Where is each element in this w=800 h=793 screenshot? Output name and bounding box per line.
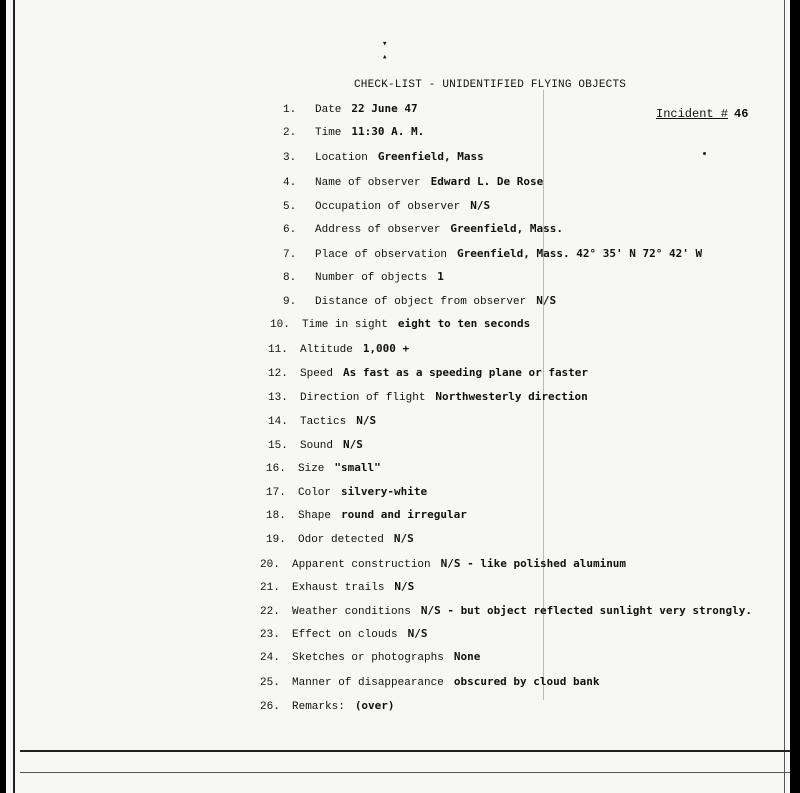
item-label: Number of objects xyxy=(315,272,428,284)
item-label: Distance of object from observer xyxy=(315,296,527,308)
item-value: silvery-white xyxy=(341,485,428,498)
bottom-rule-2 xyxy=(20,772,790,773)
checklist-item-20 xyxy=(260,557,626,571)
registration-mark-bottom: ▴ xyxy=(382,52,388,62)
item-value: 1 xyxy=(437,270,444,283)
checklist-item-16 xyxy=(266,461,381,475)
item-value: 1,000 + xyxy=(362,342,410,355)
checklist-item-26 xyxy=(260,699,395,713)
item-value: Greenfield, Mass xyxy=(377,150,484,163)
incident-label: Incident # xyxy=(656,107,729,121)
item-label: Remarks: xyxy=(292,701,345,713)
item-number: 24. xyxy=(260,652,280,664)
checklist-item-8 xyxy=(283,270,444,284)
item-value: N/S - but object reflected sunlight very strongly. xyxy=(420,604,752,617)
checklist-item-1 xyxy=(283,102,418,116)
item-label: Altitude xyxy=(300,344,353,356)
item-label: Address of observer xyxy=(315,224,441,236)
item-number: 13. xyxy=(268,392,288,404)
checklist-item-21 xyxy=(260,580,414,594)
item-label: Sketches or photographs xyxy=(292,652,444,664)
incident-block xyxy=(656,107,748,121)
item-number: 1. xyxy=(283,104,297,116)
item-value: round and irregular xyxy=(341,508,467,521)
item-label: Color xyxy=(298,487,332,499)
document-page xyxy=(6,0,790,793)
checklist-item-14 xyxy=(268,414,376,428)
item-number: 19. xyxy=(266,534,286,546)
item-value: (over) xyxy=(354,699,395,712)
item-label: Weather conditions xyxy=(292,606,411,618)
checklist-item-18 xyxy=(266,508,467,522)
checklist-item-10 xyxy=(270,317,530,331)
item-label: Size xyxy=(298,463,325,475)
item-label: Name of observer xyxy=(315,177,421,189)
checklist-item-9 xyxy=(283,294,556,308)
item-number: 18. xyxy=(266,510,286,522)
item-value: N/S xyxy=(394,580,415,593)
item-value: Edward L. De Rose xyxy=(430,175,544,188)
item-number: 8. xyxy=(283,272,297,284)
item-label: Exhaust trails xyxy=(292,582,385,594)
item-value: Greenfield, Mass. xyxy=(450,222,564,235)
item-number: 10. xyxy=(270,319,290,331)
checklist-item-7 xyxy=(283,247,702,261)
item-number: 22. xyxy=(260,606,280,618)
right-border-line xyxy=(784,0,785,793)
item-value: "small" xyxy=(334,461,381,474)
item-label: Time in sight xyxy=(302,319,388,331)
item-number: 20. xyxy=(260,559,280,571)
item-label: Tactics xyxy=(300,416,347,428)
item-number: 12. xyxy=(268,368,288,380)
left-border-line xyxy=(13,0,15,793)
registration-mark-top: ▾ xyxy=(382,39,388,49)
item-label: Odor detected xyxy=(298,534,384,546)
item-number: 15. xyxy=(268,440,288,452)
checklist-item-19 xyxy=(266,532,414,546)
item-value: 22 June 47 xyxy=(351,102,418,115)
item-label: Shape xyxy=(298,510,332,522)
item-number: 14. xyxy=(268,416,288,428)
item-label: Manner of disappearance xyxy=(292,677,444,689)
item-number: 2. xyxy=(283,127,297,139)
item-number: 3. xyxy=(283,152,297,164)
checklist-item-4 xyxy=(283,175,543,189)
item-label: Time xyxy=(315,127,342,139)
item-value: N/S xyxy=(356,414,377,427)
item-number: 9. xyxy=(283,296,297,308)
item-value: N/S xyxy=(407,627,428,640)
item-number: 16. xyxy=(266,463,286,475)
page-title: CHECK-LIST - UNIDENTIFIED FLYING OBJECTS xyxy=(354,79,627,91)
speck xyxy=(703,152,706,155)
item-value: obscured by cloud bank xyxy=(453,675,600,688)
item-label: Apparent construction xyxy=(292,559,431,571)
item-label: Effect on clouds xyxy=(292,629,398,641)
item-number: 25. xyxy=(260,677,280,689)
item-number: 17. xyxy=(266,487,286,499)
checklist-item-17 xyxy=(266,485,427,499)
item-label: Direction of flight xyxy=(300,392,426,404)
checklist-item-23 xyxy=(260,627,428,641)
checklist-item-12 xyxy=(268,366,588,380)
item-value: Greenfield, Mass. 42° 35' N 72° 42' W xyxy=(457,247,703,260)
checklist-item-11 xyxy=(268,342,409,356)
checklist-item-15 xyxy=(268,438,363,452)
item-label: Sound xyxy=(300,440,334,452)
bottom-rule-1 xyxy=(20,750,790,752)
item-value: Northwesterly direction xyxy=(435,390,588,403)
checklist-item-13 xyxy=(268,390,588,404)
item-value: As fast as a speeding plane or faster xyxy=(343,366,589,379)
checklist-item-2 xyxy=(283,125,424,139)
checklist-item-3 xyxy=(283,150,484,164)
item-label: Occupation of observer xyxy=(315,201,461,213)
item-number: 26. xyxy=(260,701,280,713)
item-value: N/S - like polished aluminum xyxy=(440,557,627,570)
item-number: 11. xyxy=(268,344,288,356)
checklist-item-22 xyxy=(260,604,752,618)
item-value: eight to ten seconds xyxy=(397,317,531,330)
incident-number: 46 xyxy=(734,107,749,121)
checklist-item-5 xyxy=(283,199,490,213)
item-number: 5. xyxy=(283,201,297,213)
item-number: 6. xyxy=(283,224,297,236)
item-value: N/S xyxy=(470,199,491,212)
item-value: 11:30 A. M. xyxy=(351,125,425,138)
item-number: 23. xyxy=(260,629,280,641)
item-value: N/S xyxy=(343,438,363,451)
item-value: N/S xyxy=(536,294,557,307)
item-value: N/S xyxy=(393,532,414,545)
item-label: Place of observation xyxy=(315,249,448,261)
item-label: Speed xyxy=(300,368,334,380)
item-number: 7. xyxy=(283,249,297,261)
item-number: 21. xyxy=(260,582,280,594)
item-number: 4. xyxy=(283,177,297,189)
checklist-item-25 xyxy=(260,675,600,689)
checklist-item-24 xyxy=(260,650,480,664)
checklist-item-6 xyxy=(283,222,563,236)
item-label: Date xyxy=(315,104,342,116)
item-value: None xyxy=(453,650,481,663)
item-label: Location xyxy=(315,152,368,164)
